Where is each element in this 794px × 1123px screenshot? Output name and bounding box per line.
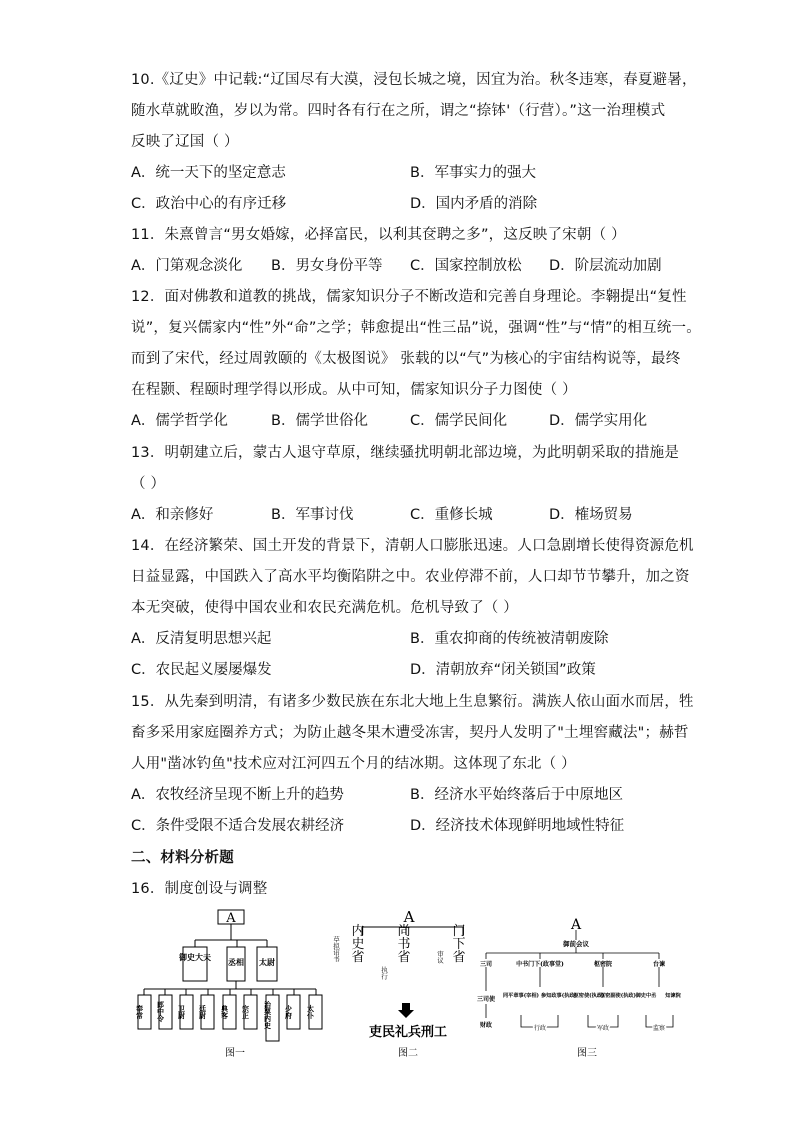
q10-option-d[interactable]: D．国内矛盾的消除	[410, 196, 538, 212]
fig2-right-label: 审议	[436, 950, 444, 964]
fig1-top: A	[226, 911, 236, 926]
fig3-row2-5: 知谏院	[665, 993, 681, 999]
fig3-row2-2: 枢密使(执政)	[573, 993, 605, 999]
fig1-caption: 图一	[225, 1048, 245, 1059]
down-arrow-icon	[398, 1003, 414, 1018]
q15-option-b[interactable]: B．经济水平始终落后于中原地区	[410, 787, 623, 803]
fig1-bottom-4: 典客	[220, 1005, 230, 1019]
fig3-row2-3: 枢密副使(执政)	[599, 993, 637, 999]
fig2-sheng-0: 内史省	[348, 923, 364, 963]
q11-option-c[interactable]: C．国家控制放松	[410, 258, 522, 274]
q15-line-2: 畜多采用家庭圈养方式；为防止越冬果木遭受冻害，契丹人发明了"土埋窖藏法"；赫哲	[131, 725, 689, 741]
q10-line-1: 10.《辽史》中记载:“辽国尽有大漠，浸包长城之境，因宜为治。秋冬违寒，春夏避暑，	[131, 72, 697, 88]
fig3-row1-3: 台谏	[652, 961, 666, 968]
fig3-row2-0: 同平章事(宰相)	[502, 993, 540, 999]
fig1-mid-1: 丞相	[228, 957, 244, 967]
fig1-mid-2: 太尉	[259, 957, 275, 967]
fig3-row1-2: 枢密院	[593, 961, 613, 968]
q11-option-b[interactable]: B．男女身份平等	[271, 258, 383, 274]
fig3-row2-1: 参知政事(执政)	[540, 993, 578, 999]
q14-line-3: 本无突破，使得中国农业和农民充满危机。危机导致了（ ）	[131, 600, 519, 616]
fig1-bottom-7: 少府	[284, 1005, 294, 1019]
fig2-top: A	[403, 908, 415, 926]
fig1-bottom-0: 奉常	[135, 1005, 145, 1019]
q12-option-a[interactable]: A．儒学哲学化	[131, 413, 228, 429]
q12-option-c[interactable]: C．儒学民间化	[410, 413, 508, 429]
fig1-bottom-8: 太仆	[306, 1005, 316, 1019]
q14-option-d[interactable]: D．清朝放弃“闭关锁国”政策	[410, 662, 596, 678]
q14-option-a[interactable]: A．反清复明思想兴起	[131, 631, 272, 647]
q12-line-4: 在程颢、程颐时理学得以形成。从中可知，儒家知识分子力图使（ ）	[131, 382, 577, 398]
q15-option-c[interactable]: C．条件受限不适合发展农耕经济	[131, 818, 345, 834]
fig3-caption: 图三	[577, 1048, 597, 1059]
fig1-bottom-1: 郎中令	[156, 1001, 166, 1022]
q14-line-1: 14．在经济繁荣、国土开发的背景下，清朝人口膨胀迅速。人口急剧增长使得资源危机	[131, 538, 694, 554]
q12-line-3: 而到了宋代，经过周敦颐的《太极图说》 张载的以“气”为核心的宇宙结构说等，最终	[131, 351, 681, 367]
fig3-row3-0: 财政	[479, 1022, 493, 1029]
q11-option-d[interactable]: D．阶层流动加剧	[549, 258, 662, 274]
q12-line-2: 说”，复兴儒家内“性”外“命”之学；韩愈提出“性三品”说，强调“性”与“情”的相互统一。	[131, 320, 701, 336]
q14-line-2: 日益显露，中国跌入了高水平均衡陷阱之中。农业停滞不前，人口却节节攀升，加之资	[131, 569, 690, 585]
fig3-top: A	[570, 917, 582, 933]
fig3-row3-3: 监察	[652, 1025, 666, 1032]
fig1-bottom-2: 卫尉	[177, 1005, 187, 1019]
q11-option-a[interactable]: A．门第观念淡化	[131, 258, 243, 274]
fig3-row1-0: 三司	[479, 961, 493, 968]
fig3-row1-1: 中书门下(政事堂)	[516, 961, 564, 968]
fig2-left-label: 草拟诏书	[332, 936, 340, 962]
q10-line-2: 随水草就畋渔，岁以为常。四时各有行在之所，谓之“捺钵'（行营）。”这一治理模式	[131, 103, 666, 119]
q10-option-a[interactable]: A．统一天下的坚定意志	[131, 165, 286, 181]
fig2-caption: 图二	[398, 1048, 418, 1059]
fig2-mid-label: 执行	[380, 966, 388, 980]
fig3-council: 御前会议	[563, 940, 589, 948]
q13-option-a[interactable]: A．和亲修好	[131, 507, 214, 523]
q10-line-3: 反映了辽国（ ）	[131, 134, 239, 150]
q13-option-c[interactable]: C．重修长城	[410, 507, 493, 523]
q13-option-b[interactable]: B．军事讨伐	[271, 507, 354, 523]
q11-line-1: 11．朱熹曾言“男女婚嫁，必择富民，以利其奁聘之多”，这反映了宋朝（ ）	[131, 227, 626, 243]
fig3-row2-4: 御史中丞	[635, 993, 657, 999]
fig3-row3-2: 军政	[596, 1025, 610, 1032]
figure-3	[476, 917, 681, 1067]
fig3-sansi: 三司使	[476, 996, 496, 1003]
q15-option-a[interactable]: A．农牧经济呈现不断上升的趋势	[131, 787, 344, 803]
fig1-bottom-3: 廷尉	[198, 1005, 208, 1019]
fig1-mid-0: 御史大夫	[179, 952, 211, 962]
fig2-six-ministries: 吏民礼兵刑工	[368, 1025, 448, 1040]
fig3-row3-1: 行政	[533, 1025, 547, 1032]
fig1-bottom-6: 治粟内史	[263, 1001, 273, 1029]
q14-option-c[interactable]: C．农民起义屡屡爆发	[131, 662, 272, 678]
fig2-sheng-2: 门下省	[449, 923, 465, 963]
q12-option-b[interactable]: B．儒学世俗化	[271, 413, 368, 429]
q15-option-d[interactable]: D．经济技术体现鲜明地域性特征	[410, 818, 625, 834]
q12-option-d[interactable]: D．儒学实用化	[549, 413, 648, 429]
q14-option-b[interactable]: B．重农抑商的传统被清朝废除	[410, 631, 609, 647]
q15-line-3: 人用"凿冰钓鱼"技术应对江河四五个月的结冰期。这体现了东北（ ）	[131, 756, 576, 772]
section-heading: 二、材料分析题	[131, 850, 234, 866]
q13-option-d[interactable]: D．榷场贸易	[549, 507, 633, 523]
fig2-sheng-1: 尚书省	[394, 923, 410, 963]
q10-option-b[interactable]: B．军事实力的强大	[410, 165, 536, 181]
q15-line-1: 15．从先秦到明清，有诸多少数民族在东北大地上生息繁衍。满族人依山面水而居，牲	[131, 694, 694, 710]
q13-line-1: 13．明朝建立后，蒙古人退守草原，继续骚扰明朝北部边境，为此明朝采取的措施是	[131, 445, 680, 461]
fig1-bottom-5: 宗正	[241, 1005, 251, 1019]
q10-option-c[interactable]: C．政治中心的有序迁移	[131, 196, 287, 212]
figure-1	[131, 905, 331, 1065]
q12-line-1: 12．面对佛教和道教的挑战，儒家知识分子不断改造和完善自身理论。李翱提出“复性	[131, 289, 687, 305]
q16-title: 16．制度创设与调整	[131, 881, 268, 897]
q13-line-2: （ ）	[131, 476, 166, 492]
figure-2	[332, 905, 486, 1065]
